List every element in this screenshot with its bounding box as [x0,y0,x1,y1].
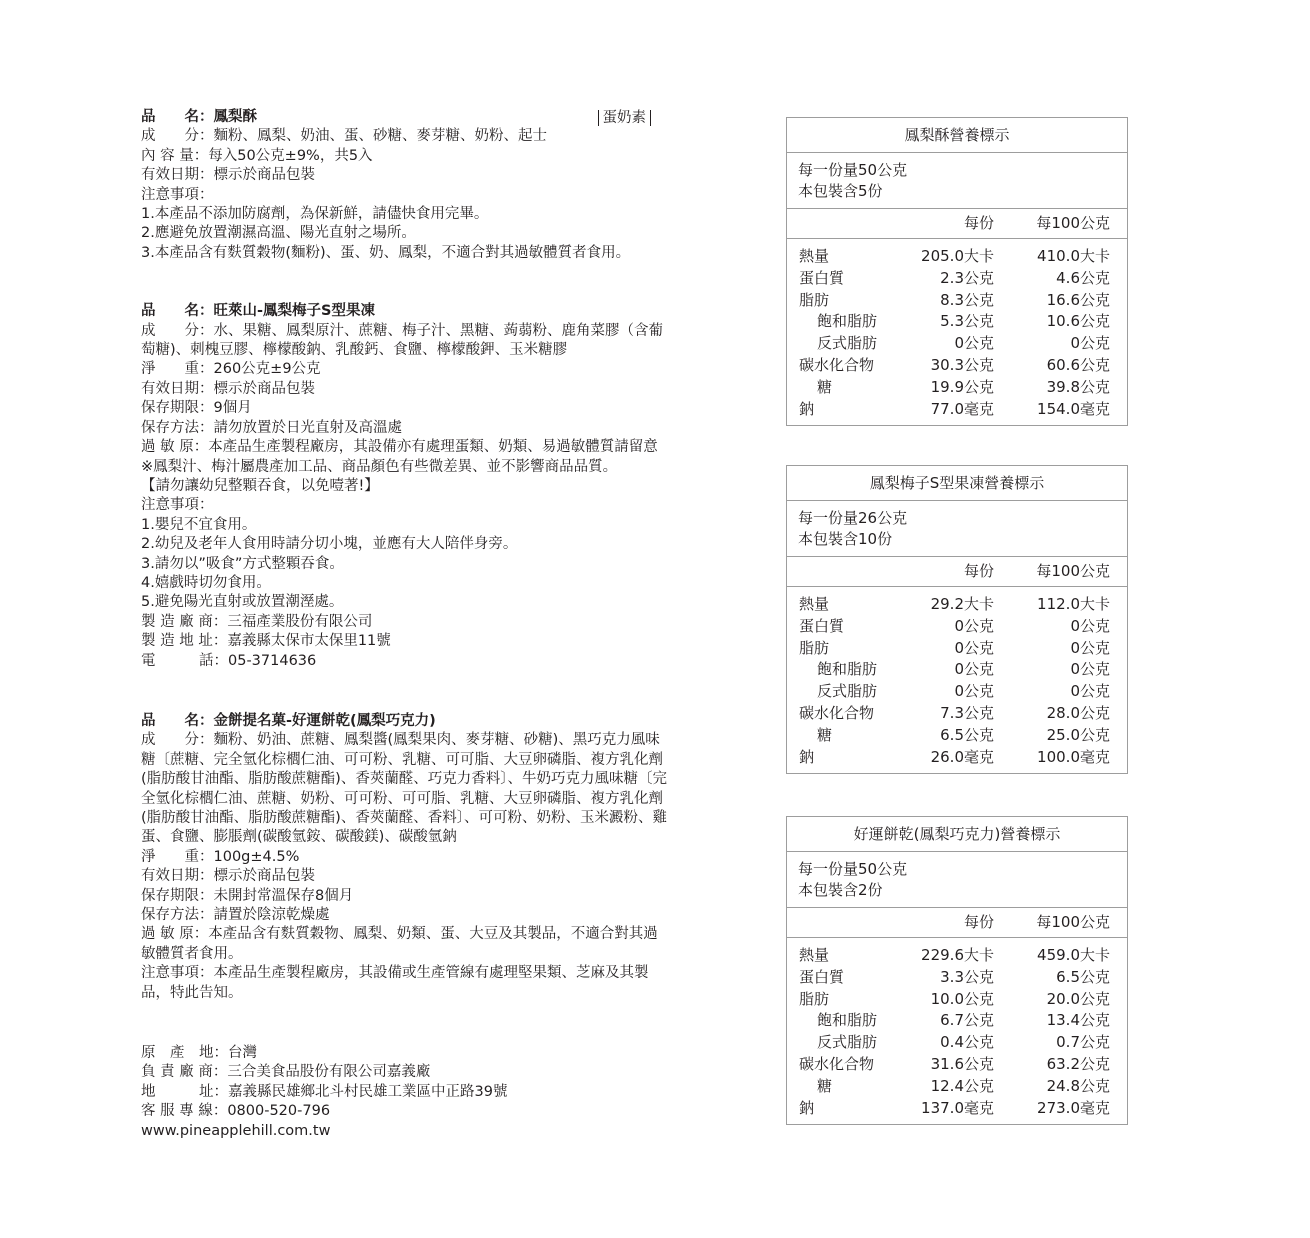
nutrient-per-serving: 10.0公克 [930,989,994,1008]
nutrient-per-100g: 60.6公克 [1046,355,1110,374]
nutrient-row [787,703,1127,725]
product2-ingredients: 成 分：水、果糖、鳳梨原汁、蔗糖、梅子汁、黑糖、蒟蒻粉、鹿角菜膠（含葡萄糖)、刺槐豆膠、檸檬酸鈉、乳酸鈣、食鹽、檸檬酸鉀、玉米糖膠 [141,322,663,359]
product2-name-line [141,302,671,321]
nutrient-per-100g: 13.4公克 [1046,1011,1110,1030]
product3-expiry: 有效日期：標示於商品包裝 [141,868,315,885]
nutrient-name: 飽和脂肪 [817,312,878,331]
nutrient-name: 飽和脂肪 [817,660,878,679]
nutrient-per-serving: 0.4公克 [940,1033,994,1052]
product2-allergens: 過 敏 原：本產品生產製程廠房，其設備亦有處理蛋類、奶類、易過敏體質請留意 [141,439,658,456]
nutrient-row [787,1010,1127,1032]
nutrient-per-100g: 100.0毫克 [1037,747,1110,766]
nutrient-name: 蛋白質 [799,967,845,986]
product1-ingredients: 成 分：麵粉、鳳梨、奶油、蛋、砂糖、麥芽糖、奶粉、起士 [141,128,547,145]
serving-size: 每一份量50公克 [798,161,908,179]
product2-note-1: 1.嬰兒不宜食用。 [141,516,257,533]
nutrient-name: 蛋白質 [799,616,845,635]
nutrient-per-100g: 154.0毫克 [1037,399,1110,418]
nutrient-per-serving: 12.4公克 [930,1076,994,1095]
product2-notes-heading: 注意事項： [141,497,214,514]
per-100g-header: 每100公克 [1036,913,1110,931]
nutrient-per-serving: 229.6大卡 [921,946,994,964]
nutrient-per-serving: 7.3公克 [940,703,994,722]
nutrient-name: 碳水化合物 [799,703,875,722]
product3-name-line [141,712,671,731]
nutrition-table-header [787,209,1127,239]
nutrient-name: 熱量 [799,595,830,613]
nutrient-per-100g: 25.0公克 [1046,725,1110,744]
nutrient-per-100g: 39.8公克 [1046,377,1110,396]
product2-phone: 電 話：05-3714636 [141,652,317,669]
product2-note-5: 5.避免陽光直射或放置潮溼處。 [141,594,344,611]
nutrient-per-serving: 2.3公克 [940,268,994,287]
nutrient-per-serving: 6.7公克 [940,1011,994,1030]
nutrition-rows [787,239,1127,425]
nutrient-row [787,333,1127,355]
product2-expiry: 有效日期：標示於商品包裝 [141,380,315,397]
nutrient-per-serving: 0公克 [954,334,994,353]
product-info-column [141,108,671,1141]
nutrient-per-100g: 0公克 [1070,616,1110,635]
product3-name: 金餅提名菓-好運餅乾(鳳梨巧克力) [213,712,436,729]
servings-per-package: 本包裝含10份 [798,530,893,548]
nutrient-name: 碳水化合物 [799,355,875,374]
nutrient-name: 鈉 [799,747,815,766]
nutrition-table-jelly [786,465,1128,774]
nutrient-per-100g: 273.0毫克 [1037,1098,1110,1117]
nutrient-name: 鈉 [799,399,815,418]
product1-name: 鳳梨酥 [213,109,257,125]
nutrient-name: 糖 [817,725,833,744]
nutrient-name: 鈉 [799,1098,815,1117]
nutrient-name: 蛋白質 [799,268,845,287]
company-address: 地 址：嘉義縣民雄鄉北斗村民雄工業區中正路39號 [141,1083,508,1100]
nutrient-name: 熱量 [799,946,830,964]
nutrient-per-serving: 205.0大卡 [921,247,994,265]
nutrient-per-serving: 29.2大卡 [930,595,994,613]
nutrient-per-100g: 20.0公克 [1046,989,1110,1008]
nutrient-name: 反式脂肪 [817,1033,878,1052]
nutrition-table-title: 好運餅乾(鳳梨巧克力)營養標示 [787,817,1127,852]
serving-size: 每一份量50公克 [798,860,908,878]
product1-note-3: 3.本產品含有麩質穀物(麵粉)、蛋、奶、鳳梨，不適合對其過敏體質者食用。 [141,244,631,261]
nutrient-per-serving: 137.0毫克 [921,1098,994,1117]
serving-info [787,852,1127,908]
nutrient-per-serving: 8.3公克 [940,290,994,309]
nutrient-row [787,616,1127,638]
nutrient-per-100g: 0.7公克 [1056,1033,1110,1052]
product3-storage: 保存方法：請置於陰涼乾燥處 [141,907,330,924]
nutrition-table-header [787,557,1127,587]
product1-name-line [141,108,671,127]
nutrient-row [787,1032,1127,1054]
nutrient-per-serving: 0公克 [954,660,994,679]
website-url[interactable]: www.pineapplehill.com.tw [141,1122,331,1139]
nutrient-per-serving: 0公克 [954,682,994,701]
per-serving-header: 每份 [963,913,994,931]
per-serving-header: 每份 [963,214,994,232]
nutrient-name: 脂肪 [799,290,830,309]
nutrient-name: 脂肪 [799,638,830,657]
nutrition-rows [787,938,1127,1124]
product3-net-weight: 淨 重：100g±4.5% [141,848,300,865]
nutrient-row [787,246,1127,268]
serving-info [787,501,1127,557]
nutrition-table-title: 鳳梨酥營養標示 [787,118,1127,153]
nutrient-name: 熱量 [799,247,830,265]
product2-name: 旺萊山-鳳梨梅子S型果凍 [213,303,375,320]
nutrient-row [787,989,1127,1011]
nutrient-row [787,355,1127,377]
nutrient-name: 糖 [817,377,833,396]
product2-manufacturer-address: 製 造 地 址：嘉義縣太保市太保里11號 [141,633,391,650]
nutrition-table-title: 鳳梨梅子S型果凍營養標示 [787,466,1127,501]
nutrient-row [787,594,1127,616]
nutrient-per-100g: 24.8公克 [1046,1076,1110,1095]
customer-service-line: 客 服 專 線：0800-520-796 [141,1103,331,1120]
nutrient-per-100g: 0公克 [1070,638,1110,657]
per-100g-header: 每100公克 [1036,214,1110,232]
nutrient-per-100g: 0公克 [1070,682,1110,701]
nutrient-per-serving: 5.3公克 [940,312,994,331]
nutrient-per-serving: 3.3公克 [940,967,994,986]
nutrition-table-pineapple-cake [786,117,1128,426]
nutrient-per-100g: 10.6公克 [1046,312,1110,331]
product2-note-3: 3.請勿以”吸食”方式整顆吞食。 [141,555,344,572]
nutrient-per-serving: 6.5公克 [940,725,994,744]
nutrition-rows [787,587,1127,773]
product1-note-2: 2.應避免放置潮濕高溫、陽光直射之場所。 [141,225,416,242]
product3-allergens: 過 敏 原：本產品含有麩質穀物、鳳梨、奶類、蛋、大豆及其製品，不適合對其過敏體質者食用。 [141,926,658,962]
product2-storage: 保存方法：請勿放置於日光直射及高溫處 [141,419,402,436]
nutrient-row [787,747,1127,769]
product2-net-weight: 淨 重：260公克±9公克 [141,361,321,378]
servings-per-package: 本包裝含2份 [798,881,883,899]
nutrient-per-100g: 0公克 [1070,660,1110,679]
per-100g-header: 每100公克 [1036,562,1110,580]
nutrient-row [787,725,1127,747]
nutrient-row [787,290,1127,312]
product2-note-2: 2.幼兒及老年人食用時請分切小塊，並應有大人陪伴身旁。 [141,536,518,553]
nutrient-per-serving: 19.9公克 [930,377,994,396]
nutrient-per-100g: 0公克 [1070,334,1110,353]
nutrient-name: 反式脂肪 [817,334,878,353]
nutrition-table-header [787,908,1127,938]
nutrient-row [787,1054,1127,1076]
nutrient-row [787,638,1127,660]
nutrient-row [787,377,1127,399]
nutrition-table-cookie [786,816,1128,1125]
nutrient-name: 糖 [817,1076,833,1095]
nutrient-per-100g: 459.0大卡 [1037,946,1110,964]
nutrient-row [787,967,1127,989]
product3-name-label: 品 名： [141,712,214,729]
nutrient-row [787,659,1127,681]
product3-notes: 注意事項：本產品生產製程廠房，其設備或生產管線有處理堅果類、芝麻及其製品，特此告知。 [141,965,649,1001]
product1-expiry: 有效日期：標示於商品包裝 [141,167,315,184]
nutrient-row [787,681,1127,703]
product1-note-1: 1.本產品不添加防腐劑，為保新鮮，請儘快食用完畢。 [141,206,489,223]
serving-info [787,153,1127,209]
nutrient-per-100g: 4.6公克 [1056,268,1110,287]
nutrient-row [787,268,1127,290]
nutrient-row [787,399,1127,421]
nutrient-per-serving: 31.6公克 [930,1054,994,1073]
nutrient-name: 脂肪 [799,989,830,1008]
responsible-company: 負 責 廠 商：三合美食品股份有限公司嘉義廠 [141,1064,431,1081]
product2-shelf-life: 保存期限：9個月 [141,400,252,417]
nutrient-per-serving: 77.0毫克 [930,399,994,418]
product1-notes-heading: 注意事項： [141,186,214,203]
nutrient-name: 飽和脂肪 [817,1011,878,1030]
nutrient-row [787,945,1127,967]
nutrient-per-serving: 26.0毫克 [930,747,994,766]
nutrient-per-100g: 16.6公克 [1046,290,1110,309]
product2-manufacturer: 製 造 廠 商：三福產業股份有限公司 [141,613,373,630]
serving-size: 每一份量26公克 [798,509,908,527]
product2-choking-warning: 【請勿讓幼兒整顆吞食，以免噎著!】 [141,477,379,494]
product2-name-label: 品 名： [141,303,214,320]
servings-per-package: 本包裝含5份 [798,182,883,200]
nutrient-row [787,1076,1127,1098]
product2-color-note: ※鳳梨汁、梅汁屬農產加工品、商品顏色有些微差異、並不影響商品品質。 [141,458,618,475]
product1-name-label: 品 名： [141,109,214,125]
per-serving-header: 每份 [963,562,994,580]
product3-shelf-life: 保存期限：未開封常溫保存8個月 [141,887,354,904]
nutrient-row [787,1098,1127,1120]
nutrient-per-100g: 112.0大卡 [1037,595,1110,613]
product1-content: 內 容 量：每入50公克±9%，共5入 [141,147,373,164]
nutrient-name: 反式脂肪 [817,682,878,701]
nutrient-per-100g: 410.0大卡 [1037,247,1110,265]
nutrient-per-serving: 30.3公克 [930,355,994,374]
nutrient-row [787,311,1127,333]
nutrient-per-100g: 6.5公克 [1056,967,1110,986]
nutrient-per-serving: 0公克 [954,638,994,657]
product2-note-4: 4.嬉戲時切勿食用。 [141,574,271,591]
origin-line: 原 產 地：台灣 [141,1045,257,1062]
product1-diet-tag: 蛋奶素 [598,110,652,126]
nutrient-per-100g: 63.2公克 [1046,1054,1110,1073]
nutrient-per-serving: 0公克 [954,616,994,635]
nutrient-name: 碳水化合物 [799,1054,875,1073]
product3-ingredients: 成 分：麵粉、奶油、蔗糖、鳳梨醬(鳳梨果肉、麥芽糖、砂糖)、黑巧克力風味糖〔蔗糖、完全氫化棕櫚仁油、可可粉、乳糖、可可脂、大豆卵磷脂、複方乳化劑(脂肪酸甘油酯、脂肪酸蔗糖酯)、香莢蘭醛、巧克力香料〕、牛奶巧克力風味糖〔完全氫化棕櫚仁油、蔗糖、奶粉、可可粉、可可脂、乳糖、大豆卵磷脂、複方乳化劑(脂肪酸甘油酯、脂肪酸蔗糖酯)、香莢蘭醛、香料〕、可可粉、奶粉、玉米澱粉、雞蛋、食鹽、膨脹劑(碳酸氫銨、碳酸鎂)、碳酸氫鈉 [141,732,668,846]
nutrient-per-100g: 28.0公克 [1046,703,1110,722]
